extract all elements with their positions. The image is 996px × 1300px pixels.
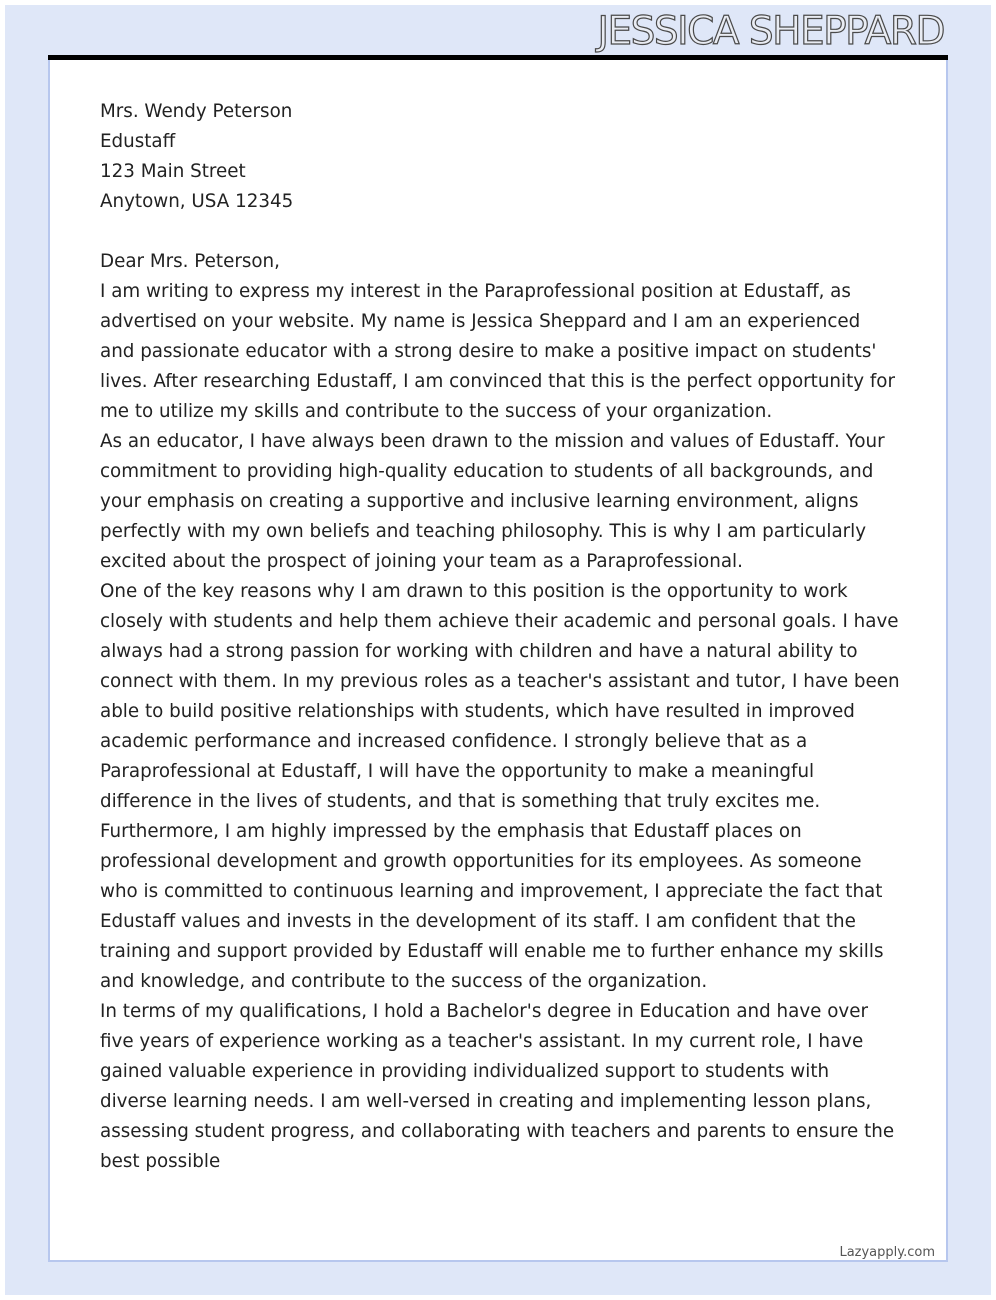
recipient-company: Edustaff: [100, 131, 176, 152]
paragraph-intro: I am writing to express my interest in the Paraprofessional position at Edustaff, as advertised on your website. My name is Jessica Sheppard and I am an experienced and passionate educator with a strong desire to make a positive impact on students' lives. After researching Edustaff, I am convinced that this is the perfect opportunity for me to utilize my skills and contribute to the success of your organization.: [100, 281, 896, 422]
recipient-city: Anytown, USA 12345: [100, 191, 294, 212]
applicant-name-header: JESSICA SHEPPARD: [597, 9, 944, 54]
watermark-text: Lazyapply.com: [839, 1245, 935, 1260]
paragraph-motivation: One of the key reasons why I am drawn to this position is the opportunity to work closely with students and help them achieve their academic and personal goals. I have always had a strong passion for working with children and have a natural ability to connect with them. In my previous roles as a teacher's assistant and tutor, I have been able to build positive relationships with students, which have resulted in improved academic performance and increased confidence. I strongly believe that as a Paraprofessional at Edustaff, I will have the opportunity to make a meaningful difference in the lives of students, and that is something that truly excites me.: [100, 581, 900, 812]
salutation: Dear Mrs. Peterson,: [100, 251, 280, 272]
recipient-street: 123 Main Street: [100, 161, 246, 182]
cover-letter-body: [100, 97, 900, 1177]
paragraph-development: Furthermore, I am highly impressed by the emphasis that Edustaff places on professional development and growth opportunities for its employees. As someone who is committed to continuous learning and improvement, I appreciate the fact that Edustaff values and invests in the development of its staff. I am confident that the training and support provided by Edustaff will enable me to further enhance my skills and knowledge, and contribute to the success of the organization.: [100, 821, 884, 992]
recipient-address: [100, 97, 900, 217]
recipient-name: Mrs. Wendy Peterson: [100, 101, 293, 122]
paragraph-mission: As an educator, I have always been drawn to the mission and values of Edustaff. Your commitment to providing high-quality education to students of all backgrounds, and your emphasis on creating a supportive and inclusive learning environment, aligns perfectly with my own beliefs and teaching philosophy. This is why I am particularly excited about the prospect of joining your team as a Paraprofessional.: [100, 431, 885, 572]
paragraph-qualifications: In terms of my qualifications, I hold a Bachelor's degree in Education and have over five years of experience working as a teacher's assistant. In my current role, I have gained valuable experience in providing individualized support to students with diverse learning needs. I am well-versed in creating and implementing lesson plans, assessing student progress, and collaborating with teachers and parents to ensure the best possible: [100, 1001, 895, 1172]
